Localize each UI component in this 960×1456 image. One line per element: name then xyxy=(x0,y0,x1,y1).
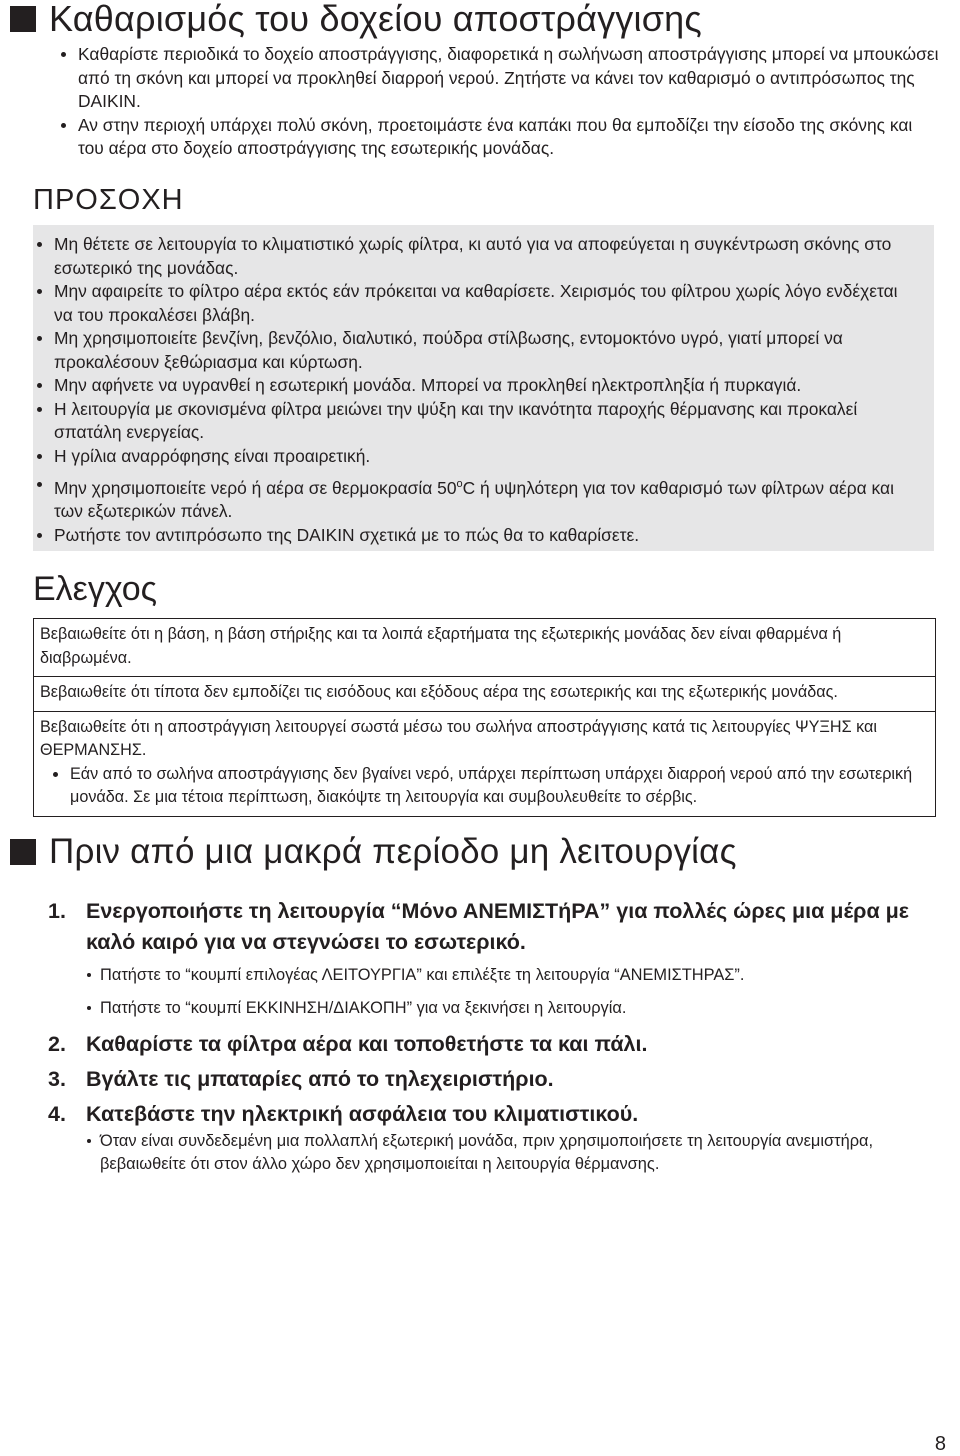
caution-item: Μη χρησιμοποιείτε βενζίνη, βενζόλιο, διαλυτικό, πούδρα στίλβωσης, εντομοκτόνο υγρό, γιατί μπορεί να προκαλέσουν ξεθώριασμα και κύρτωση. xyxy=(36,327,916,374)
step-sub-list xyxy=(86,1130,948,1176)
drain-bullet: Αν στην περιοχή υπάρχει πολύ σκόνη, προετοιμάστε ένα καπάκι που θα εμποδίζει την είσοδο της σκόνης και του αέρα στο δοχείο αποστράγγισης της εσωτερικής μονάδας. xyxy=(60,114,940,161)
step-number: 1. xyxy=(48,899,66,923)
step-item xyxy=(48,1029,948,1060)
section-drain-title-text: Καθαρισμός του δοχείου αποστράγγισης xyxy=(49,0,702,39)
caution-item: Η λειτουργία με σκονισμένα φίλτρα μειώνει την ψύξη και την ικανότητα παροχής θέρμανσης και προκαλεί σπατάλη ενεργείας. xyxy=(36,398,916,445)
caution-box xyxy=(33,225,934,551)
check-row xyxy=(34,676,935,711)
step-text: Καθαρίστε τα φίλτρα αέρα και τοποθετήστε τα και πάλι. xyxy=(86,1032,648,1056)
check-heading: Ελεγχος xyxy=(33,570,158,608)
caution-item: Μη θέτετε σε λειτουργία το κλιματιστικό χωρίς φίλτρα, κι αυτό για να αποφεύγεται η συγκέντρωση σκόνης στο εσωτερικό της μονάδας. xyxy=(36,233,916,280)
steps-list xyxy=(48,896,948,1176)
check-row xyxy=(34,711,935,816)
check-row-text: Βεβαιωθείτε ότι η βάση, η βάση στήριξης και τα λοιπά εξαρτήματα της εξωτερικής μονάδας δεν είναι φθαρμένα ή διαβρωμένα. xyxy=(40,625,842,667)
check-row-bullet: Εάν από το σωλήνα αποστράγγισης δεν βγαίνει νερό, υπάρχει περίπτωση υπάρχει διαρροή νερού από την εσωτερική μονάδα. Σε μια τέτοια περίπτωση, διακόψτε τη λειτουργία και συμβουλευθείτε το σέρβις. xyxy=(40,763,929,810)
caution-item: Ρωτήστε τον αντιπρόσωπο της DAIKIN σχετικά με το πώς θα το καθαρίσετε. xyxy=(36,524,916,548)
section-drain-title xyxy=(10,0,702,40)
caution-item-temperature xyxy=(36,473,916,524)
step-sub-item: Πατήστε το “κουμπί επιλογέας ΛΕΙΤΟΥΡΓΙΑ” και επιλέξτε τη λειτουργία “ΑΝΕΜΙΣΤΗΡΑΣ”. xyxy=(86,964,948,987)
step-text: Κατεβάστε την ηλεκτρική ασφάλεια του κλιματιστικού. xyxy=(86,1102,639,1126)
step-number: 3. xyxy=(48,1067,66,1091)
drain-bullet: Καθαρίστε περιοδικά το δοχείο αποστράγγισης, διαφορετικά η σωλήνωση αποστράγγισης μπορεί να μπουκώσει από τη σκόνη και μπορεί να προκληθεί διαρροή νερού. Ζητήστε να κάνει τον καθαρισμό ο αντιπρόσωπος της DAIKIN. xyxy=(60,43,940,114)
section-square-icon xyxy=(10,839,36,865)
check-row-text: Βεβαιωθείτε ότι τίποτα δεν εμποδίζει τις εισόδους και εξόδους αέρα της εσωτερικής και της εξωτερικής μονάδας. xyxy=(40,683,838,701)
step-text: Ενεργοποιήστε τη λειτουργία “Μόνο ΑΝΕΜΙΣΤήΡΑ” για πολλές ώρες μια μέρα με καλό καιρό για να στεγνώσει το εσωτερικό. xyxy=(86,899,910,954)
step-number: 2. xyxy=(48,1032,66,1056)
caution-item: Η γρίλια αναρρόφησης είναι προαιρετική. xyxy=(36,445,916,469)
step-number: 4. xyxy=(48,1102,66,1126)
step-sub-item: Πατήστε το “κουμπί ΕΚΚΙΝΗΣΗ/ΔΙΑΚΟΠΗ” για να ξεκινήσει η λειτουργία. xyxy=(86,997,948,1020)
step-item xyxy=(48,896,948,1020)
temp-text-before: Μην χρησιμοποιείτε νερό ή αέρα σε θερμοκρασία 50 xyxy=(54,477,457,498)
step-sub-list xyxy=(86,964,948,1020)
caution-list xyxy=(36,233,916,547)
page-number: 8 xyxy=(934,1433,946,1455)
section-longstop-title xyxy=(10,832,737,872)
section-square-icon xyxy=(10,6,36,32)
step-text: Βγάλτε τις μπαταρίες από το τηλεχειριστήριο. xyxy=(86,1067,554,1091)
degree-sup: o xyxy=(456,478,463,490)
drain-bullet-list xyxy=(60,43,940,161)
caution-item: Μην αφήνετε να υγρανθεί η εσωτερική μονάδα. Μπορεί να προκληθεί ηλεκτροπληξία ή πυρκαγιά. xyxy=(36,374,916,398)
section-longstop-title-text: Πριν από μια μακρά περίοδο μη λειτουργίας xyxy=(49,832,737,871)
check-row xyxy=(34,619,935,676)
check-row-text: Βεβαιωθείτε ότι η αποστράγγιση λειτουργεί σωστά μέσω του σωλήνα αποστράγγισης κατά τις λειτουργίες ΨΥΞΗΣ και ΘΕΡΜΑΝΣΗΣ. xyxy=(40,717,877,759)
temp-text-after: C ή υψηλότερη για τον καθαρισμό των φίλτρων αέρα και των εξωτερικών πάνελ. xyxy=(54,477,894,522)
step-item xyxy=(48,1064,948,1095)
check-row-bullets xyxy=(40,763,929,810)
step-sub-item: Όταν είναι συνδεδεμένη μια πολλαπλή εξωτερική μονάδα, πριν χρησιμοποιήσετε τη λειτουργία ανεμιστήρα, βεβαιωθείτε ότι στον άλλο χώρο δεν χρησιμοποιείται η λειτουργία θέρμανσης. xyxy=(86,1130,948,1176)
caution-heading: ΠΡΟΣΟΧΗ xyxy=(33,184,184,216)
step-item xyxy=(48,1099,948,1176)
caution-item: Μην αφαιρείτε το φίλτρο αέρα εκτός εάν πρόκειται να καθαρίσετε. Χειρισμός του φίλτρου χωρίς λόγο ενδέχεται να του προκαλέσει βλάβη. xyxy=(36,280,916,327)
check-table xyxy=(33,618,936,817)
